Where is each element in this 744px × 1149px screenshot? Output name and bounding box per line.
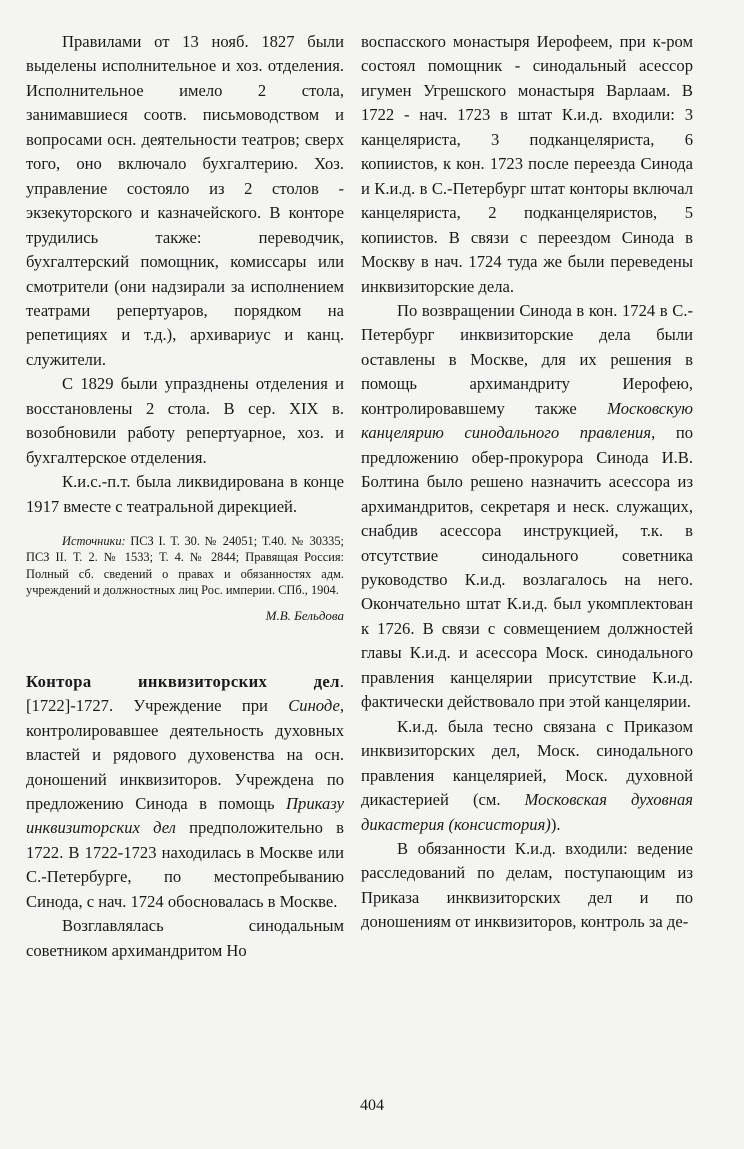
sources-text: ПСЗ I. Т. 30. № 24051; Т.40. № 30335; ПСЗ II. Т. 2. № 1533; Т. 4. № 2844; Правящая Россия: Полный сб. сведений о правах и обязанностях адм. учреждений и должностных лиц Рос. империи. СПб., 1904. (26, 534, 344, 598)
cross-reference-dikasteria: Московская духовная дикастерия (консистория) (361, 790, 693, 834)
entry-intro: Контора инквизиторских дел. [1722]-1727. Учреждение при Синоде, контролировавшее деятельность духовных властей и рядового духовенства на осн. доношений инквизиторов. Учреждена по предложению Синода в помощь Приказу инквизиторских дел предположительно в 1722. В 1722-1723 находилась в Москве или С.-Петербурге, по местопребыванию Синода, с нач. 1724 обосновалась в Москве. (26, 671, 344, 911)
paragraph: К.и.с.-п.т. была ликвидирована в конце 1917 вместе с театральной дирекцией. (26, 472, 344, 516)
sources-label: Источники: (62, 534, 126, 549)
sources-note (26, 533, 344, 599)
paragraph: Возглавлялась синодальным советником архимандритом Но (26, 916, 344, 960)
cross-reference-moscow-chancery: Московскую канцелярию синодального правления (361, 398, 693, 443)
cross-reference-prikaz: Приказу инквизиторских дел (26, 793, 344, 838)
page-number: 404 (360, 1097, 384, 1114)
paragraph: К.и.д. была тесно связана с Приказом инквизиторских дел, Моск. синодального правления канцелярией, Моск. духовной дикастерией (см. Московская духовная дикастерия (консистория)). (361, 716, 693, 834)
cross-reference-sinod: Синоде (288, 696, 340, 716)
author-signature: М.В. Бельдова (265, 607, 344, 623)
paragraph: По возвращении Синода в кон. 1724 в С.-Петербург инквизиторские дела были оставлены в Москве, для их решения в помощь архимандриту Иерофею, контролировавшему также Московскую канцелярию синодального правления, по предложению обер-прокурора Синода И.В. Болтина было решено назначить асессора из архимандритов, секретаря и неск. служащих, снабдив асессора инструкцией, т.к. в отсутствие синодального советника руководство К.и.д. возлагалось на него. Окончательно штат К.и.д. был укомплектован к 1726. В связи с совмещением должностей главы К.и.д. и асессора Моск. синодального правления канцелярии присутствие К.и.д. фактически действовало при этой канцелярии. (361, 300, 693, 712)
encyclopedia-entry (26, 670, 344, 963)
entry-headword: Контора инквизиторских дел (26, 671, 340, 691)
right-column (361, 30, 693, 935)
paragraph: С 1829 были упразднены отделения и восстановлены 2 стола. В сер. XIX в. возобновили работу репертуарное, хоз. и бухгалтерское отделения. (26, 374, 344, 467)
paragraph: В обязанности К.и.д. входили: ведение расследований по делам, поступающим из Приказа инквизиторских дел и по доношениям от инквизиторов, контроль за де- (361, 838, 693, 932)
paragraph: Правилами от 13 нояб. 1827 были выделены исполнительное и хоз. отделения. Исполнительное имело 2 стола, занимавшиеся соотв. письмоводством и вопросами осн. деятельности театров; сверх того, оно включало бухгалтерию. Хоз. управление состояло из 2 столов - экзекуторского и казначейского. В конторе трудились также: переводчик, бухгалтерский помощник, комиссары или смотрители (они надзирали за исполнением театрами репертуаров, порядком на репетициях и т.д.), архивариус и канц. служители. (26, 32, 344, 369)
left-column (26, 30, 344, 963)
paragraph: воспасского монастыря Иерофеем, при к-ром состоял помощник - синодальный асессор игумен Угрешского монастыря Варлаам. В 1722 - нач. 1723 в штат К.и.д. входили: 3 канцеляриста, 3 подканцеляриста, 6 копиистов, к кон. 1723 после переезда Синода и К.и.д. в С.-Петербург штат конторы включал канцеляриста, 2 подканцеляристов, 5 копиистов. В связи с переездом Синода в Москву в нач. 1724 туда же были переведены инквизиторские дела. (361, 32, 693, 296)
